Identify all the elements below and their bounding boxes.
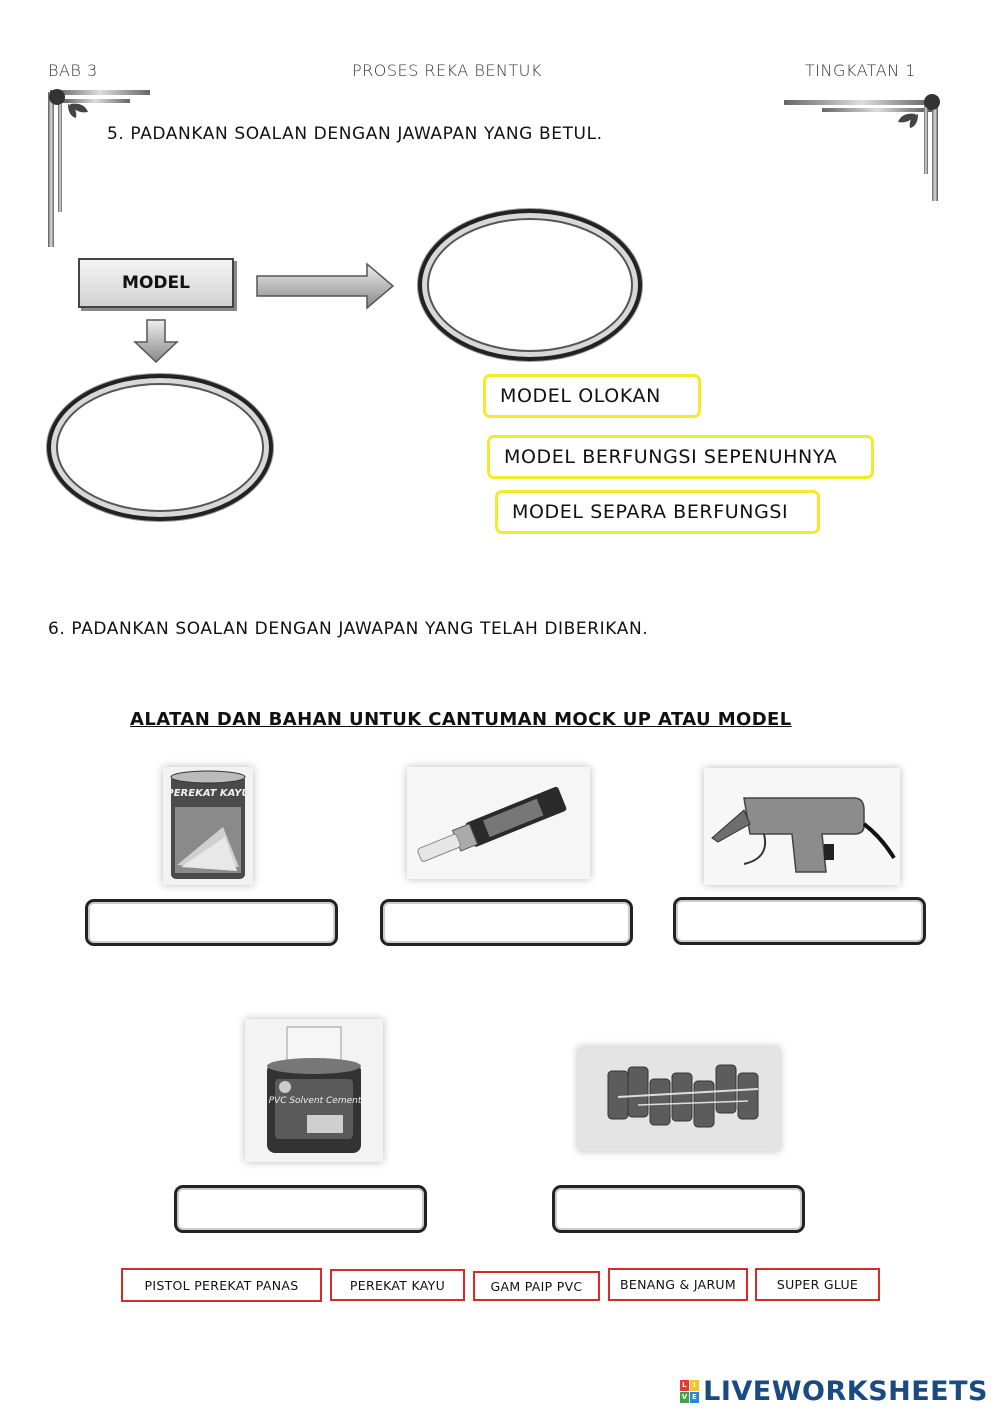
section-heading: ALATAN DAN BAHAN UNTUK CANTUMAN MOCK UP ATAU MODEL [130, 709, 792, 730]
option-label: GAM PAIP PVC [490, 1278, 583, 1294]
answer-box-1[interactable] [85, 899, 338, 946]
pvc-cement-image [245, 1019, 383, 1162]
answer-box-3[interactable] [673, 897, 926, 945]
brand-text: LIVEWORKSHEETS [703, 1376, 988, 1407]
model-label: MODEL [122, 273, 190, 293]
pvc-label: PVC Solvent Cement [268, 1096, 362, 1106]
header-chapter: BAB 3 [48, 61, 98, 80]
thread-needle-image [578, 1047, 780, 1151]
liveworksheets-brand[interactable] [680, 1376, 988, 1407]
corner-ornament-right [782, 90, 947, 205]
option-model-berfungsi-sepenuhnya[interactable] [487, 435, 874, 479]
answer-box-4[interactable] [174, 1185, 427, 1233]
question-5-text: 5. PADANKAN SOALAN DENGAN JAWAPAN YANG BETUL. [107, 124, 603, 144]
header-form: TINGKATAN 1 [805, 61, 916, 80]
option-perekat-kayu[interactable] [330, 1269, 465, 1301]
wood-glue-can-image [163, 767, 253, 885]
option-pistol-perekat-panas[interactable] [121, 1268, 322, 1302]
header-topic: PROSES REKA BENTUK [352, 61, 542, 80]
option-benang-jarum[interactable] [608, 1268, 748, 1301]
hot-glue-gun-image [704, 768, 900, 885]
option-super-glue[interactable] [755, 1268, 880, 1301]
option-label: BENANG & JARUM [620, 1277, 736, 1292]
model-box [78, 258, 234, 308]
answer-ellipse-bottom[interactable] [47, 374, 273, 521]
liveworksheets-logo-icon: L I V E [681, 1381, 698, 1401]
option-label: SUPER GLUE [776, 1277, 859, 1292]
option-label: PISTOL PEREKAT PANAS [144, 1277, 299, 1293]
option-model-separa-berfungsi[interactable] [495, 490, 820, 534]
option-label: MODEL SEPARA BERFUNGSI [512, 501, 789, 523]
option-model-olokan[interactable] [483, 374, 701, 418]
corner-ornament-left [40, 82, 155, 252]
option-label: MODEL OLOKAN [500, 385, 661, 407]
super-glue-image [407, 767, 590, 879]
can-label: PEREKAT KAYU [166, 788, 250, 799]
option-gam-paip-pvc[interactable] [473, 1271, 600, 1301]
answer-box-5[interactable] [552, 1185, 805, 1233]
option-label: PEREKAT KAYU [349, 1277, 446, 1293]
answer-box-2[interactable] [380, 899, 633, 946]
question-6-text: 6. PADANKAN SOALAN DENGAN JAWAPAN YANG TELAH DIBERIKAN. [48, 619, 649, 639]
answer-ellipse-right[interactable] [418, 209, 642, 361]
arrow-right-icon [255, 262, 395, 310]
arrow-down-icon [133, 318, 179, 364]
option-label: MODEL BERFUNGSI SEPENUHNYA [504, 446, 838, 468]
